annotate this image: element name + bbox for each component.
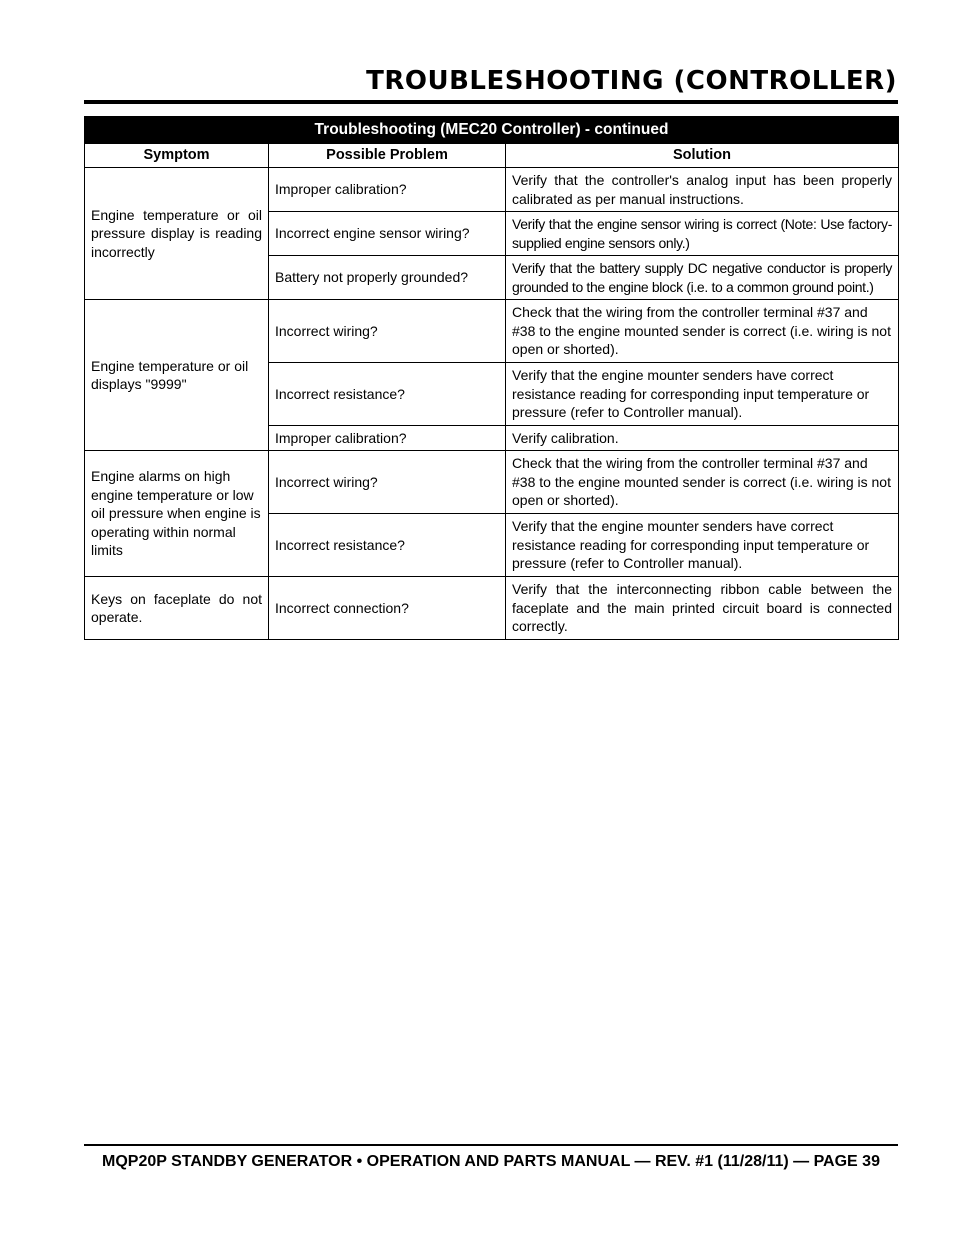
symptom-cell: Engine temperature or oil pressure display is reading incorrectly — [85, 168, 269, 300]
page-footer: MQP20P STANDBY GENERATOR • OPERATION AND PARTS MANUAL — REV. #1 (11/28/11) — PAGE 39 — [102, 1153, 880, 1170]
table-row — [85, 577, 899, 640]
footer-rule — [84, 1144, 898, 1146]
solution-cell: Verify that the interconnecting ribbon cable between the faceplate and the main printed circuit board is connected correctly. — [506, 577, 899, 640]
header-solution: Solution — [506, 144, 899, 168]
problem-cell: Incorrect wiring? — [269, 451, 506, 514]
solution-cell: Verify that the battery supply DC negative conductor is properly grounded to the engine block (i.e. to a common ground point.) — [506, 256, 899, 300]
table-caption: Troubleshooting (MEC20 Controller) - continued — [85, 117, 899, 144]
symptom-cell: Engine alarms on high engine temperature or low oil pressure when engine is operating within normal limits — [85, 451, 269, 577]
troubleshooting-table — [84, 116, 899, 640]
problem-cell: Incorrect resistance? — [269, 514, 506, 577]
problem-cell: Improper calibration? — [269, 426, 506, 451]
solution-cell: Check that the wiring from the controller terminal #37 and #38 to the engine mounted sender is correct (i.e. wiring is not open or shorted). — [506, 300, 899, 363]
problem-cell: Incorrect connection? — [269, 577, 506, 640]
table-banner-row — [85, 117, 899, 144]
solution-cell: Verify that the engine mounter senders have correct resistance reading for corresponding input temperature or pressure (refer to Controller manual). — [506, 363, 899, 426]
header-possible-problem: Possible Problem — [269, 144, 506, 168]
problem-cell: Improper calibration? — [269, 168, 506, 212]
symptom-cell: Engine temperature or oil displays "9999" — [85, 300, 269, 451]
solution-cell: Verify calibration. — [506, 426, 899, 451]
problem-cell: Incorrect engine sensor wiring? — [269, 212, 506, 256]
header-symptom: Symptom — [85, 144, 269, 168]
symptom-cell: Keys on faceplate do not operate. — [85, 577, 269, 640]
table-row — [85, 451, 899, 514]
solution-cell: Verify that the engine sensor wiring is correct (Note: Use factory-supplied engine sensors only.) — [506, 212, 899, 256]
solution-cell: Verify that the engine mounter senders have correct resistance reading for corresponding input temperature or pressure (refer to Controller manual). — [506, 514, 899, 577]
solution-cell: Check that the wiring from the controller terminal #37 and #38 to the engine mounted sender is correct (i.e. wiring is not open or shorted). — [506, 451, 899, 514]
title-rule — [84, 100, 898, 104]
table-header-row — [85, 144, 899, 168]
page-title: TROUBLESHOOTING (CONTROLLER) — [366, 66, 897, 96]
problem-cell: Incorrect resistance? — [269, 363, 506, 426]
problem-cell: Incorrect wiring? — [269, 300, 506, 363]
table-row — [85, 168, 899, 212]
problem-cell: Battery not properly grounded? — [269, 256, 506, 300]
table-row — [85, 300, 899, 363]
solution-cell: Verify that the controller's analog input has been properly calibrated as per manual instructions. — [506, 168, 899, 212]
